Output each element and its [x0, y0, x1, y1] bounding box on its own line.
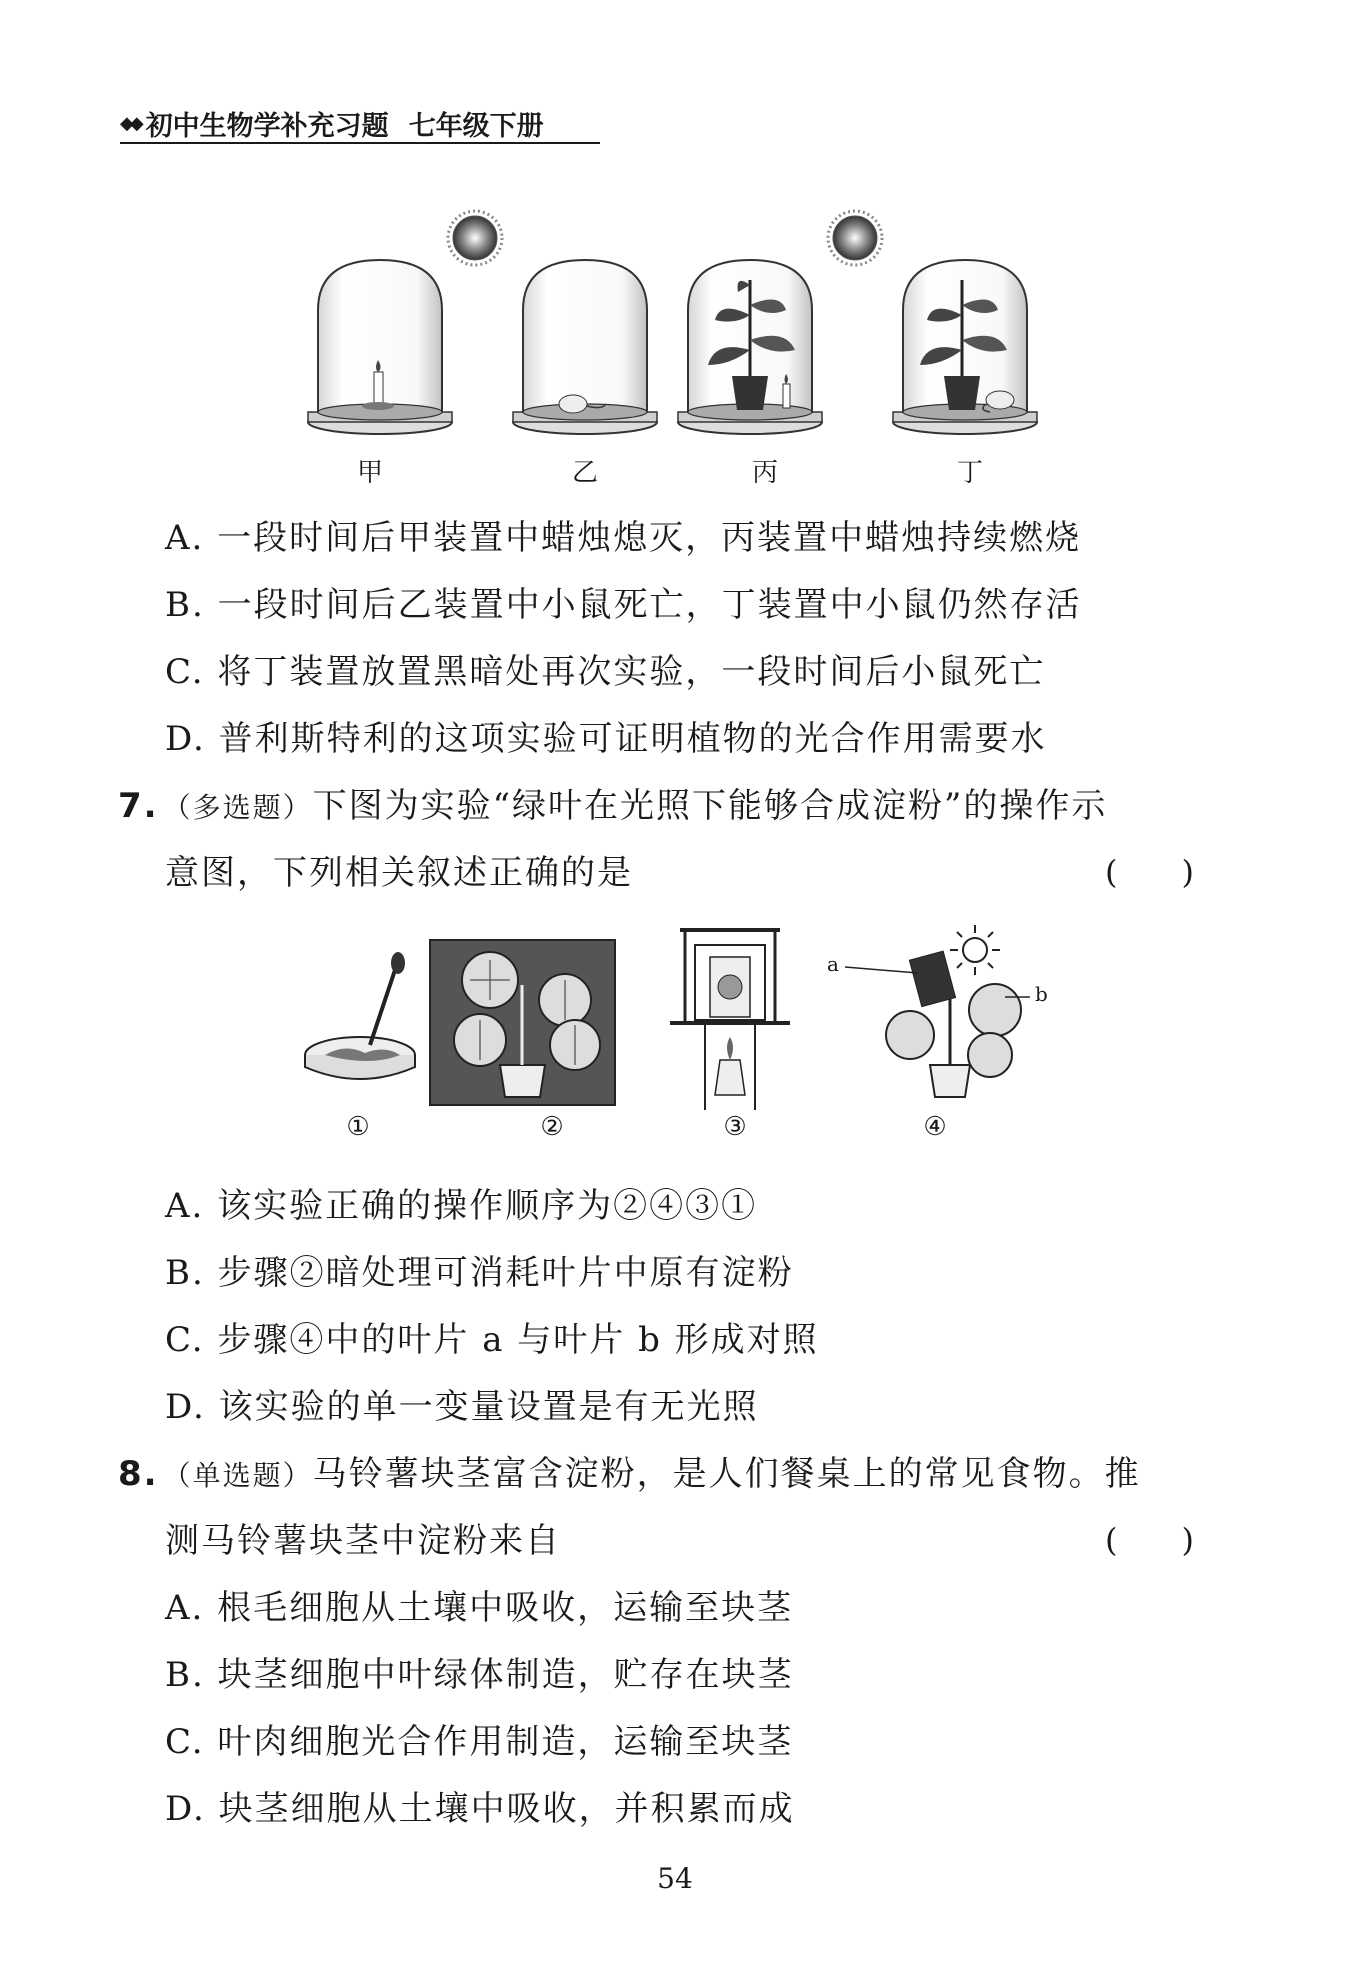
- header-rule: [120, 142, 600, 144]
- sun-icon: [828, 211, 882, 265]
- q8-option-a: A. 根毛细胞从土壤中吸收，运输至块茎: [165, 1588, 794, 1628]
- question-type-tag: （单选题）: [162, 1459, 313, 1492]
- diamond-icon: ◆◆: [120, 113, 140, 134]
- leaf-label-b: b: [1035, 982, 1048, 1006]
- q8-stem: [118, 1446, 1141, 1495]
- q7-stem: [118, 778, 1107, 827]
- page-number: 54: [657, 1862, 693, 1895]
- q8-option-c: C. 叶肉细胞光合作用制造，运输至块茎: [165, 1722, 794, 1762]
- figure-label: 乙: [571, 458, 598, 488]
- bell-jar-figure: [290, 200, 1070, 450]
- q7-stem-line2: 意图，下列相关叙述正确的是: [165, 853, 633, 893]
- page-header: [120, 104, 544, 143]
- figure-label: 丙: [751, 458, 778, 488]
- figure-label: 甲: [356, 458, 383, 488]
- figure-label: 丁: [956, 458, 983, 488]
- q7-option-d: D. 该实验的单一变量设置是有无光照: [165, 1387, 759, 1427]
- q7-option-a: A. 该实验正确的操作顺序为②④③①: [165, 1186, 758, 1226]
- answer-blank: ( ): [1105, 853, 1194, 891]
- q7-stem-line1: 下图为实验“绿叶在光照下能够合成淀粉”的操作示: [312, 786, 1108, 826]
- water-bath-heating-icon: [670, 930, 790, 1110]
- q8-option-d: D. 块茎细胞从土壤中吸收，并积累而成: [165, 1789, 795, 1829]
- dark-treatment-plant-icon: [430, 940, 615, 1105]
- q8-stem-line2: 测马铃薯块茎中淀粉来自: [165, 1521, 561, 1561]
- q8-stem-line1: 马铃薯块茎富含淀粉，是人们餐桌上的常见食物。推: [312, 1454, 1141, 1494]
- bell-jar-plant-candle: [678, 260, 822, 434]
- question-number: 8.: [118, 1454, 159, 1494]
- figure-label: ②: [540, 1112, 564, 1142]
- q6-option-a: A. 一段时间后甲装置中蜡烛熄灭，丙装置中蜡烛持续燃烧: [165, 518, 1082, 558]
- grade-label: 七年级下册: [408, 111, 544, 142]
- q6-option-d: D. 普利斯特利的这项实验可证明植物的光合作用需要水: [165, 719, 1047, 759]
- q7-option-b: B. 步骤②暗处理可消耗叶片中原有淀粉: [165, 1253, 794, 1293]
- bell-jar-mouse: [513, 260, 657, 434]
- figure-label: ①: [346, 1112, 370, 1142]
- sun-icon: [448, 211, 502, 265]
- question-number: 7.: [118, 786, 159, 826]
- figure-label: ④: [923, 1112, 947, 1142]
- q7-option-c: C. 步骤④中的叶片 a 与叶片 b 形成对照: [165, 1320, 819, 1360]
- bell-jar-candle: [308, 260, 452, 434]
- starch-experiment-figure: [290, 915, 1070, 1115]
- question-type-tag: （多选题）: [162, 791, 313, 824]
- answer-blank: ( ): [1105, 1521, 1194, 1559]
- bell-jar-plant-mouse: [893, 260, 1037, 434]
- book-title: 初中生物学补充习题: [145, 111, 389, 142]
- q6-option-b: B. 一段时间后乙装置中小鼠死亡，丁装置中小鼠仍然存活: [165, 585, 1082, 625]
- q8-option-b: B. 块茎细胞中叶绿体制造，贮存在块茎: [165, 1655, 794, 1695]
- light-treatment-plant-icon: [845, 925, 1030, 1097]
- leaf-label-a: a: [827, 952, 839, 976]
- figure-label: ③: [723, 1112, 747, 1142]
- q6-option-c: C. 将丁装置放置黑暗处再次实验，一段时间后小鼠死亡: [165, 652, 1046, 692]
- petri-dish-dropper-icon: [305, 952, 415, 1079]
